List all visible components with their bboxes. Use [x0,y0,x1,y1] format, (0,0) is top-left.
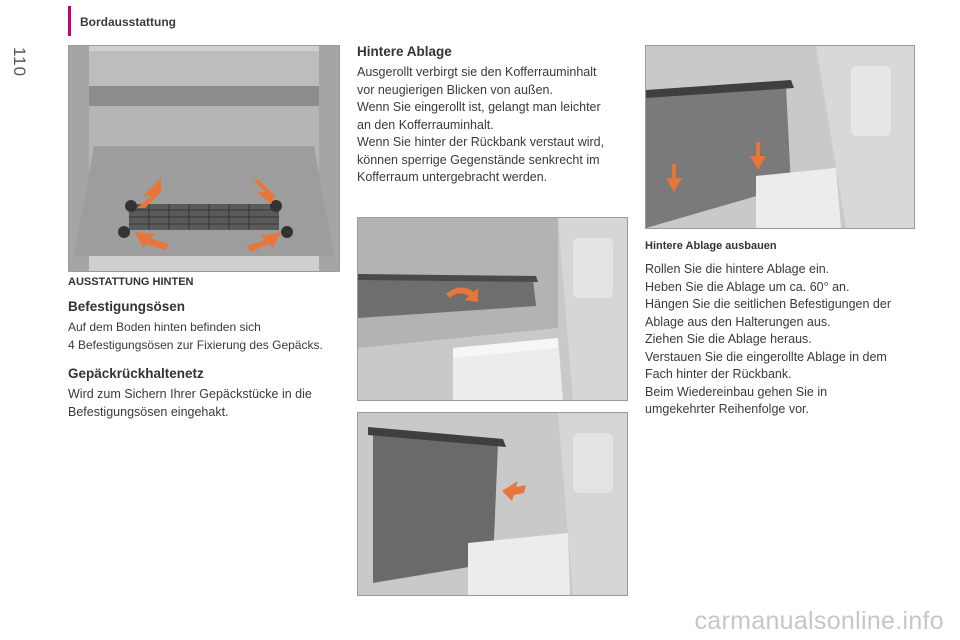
text-line: Verstauen Sie die eingerollte Ablage in dem [645,349,887,364]
page-number [2,42,36,82]
text-line: 4 Befestigungsösen zur Fixierung des Gepäcks. [68,337,323,352]
text-line: können sperrige Gegenstände senkrecht im [357,152,600,167]
paragraph-luggage-net [68,386,312,421]
text-line: Ablage aus den Halterungen aus. [645,314,831,329]
shelf-removal-illustration [357,412,628,596]
text-line: an den Kofferrauminhalt. [357,117,494,132]
shelf-rolled-drawing [358,218,627,400]
text-line: Wird zum Sichern Ihrer Gepäckstücke in die [68,387,312,401]
paragraph-parcel-shelf [357,64,604,187]
text-line: Auf dem Boden hinten befinden sich [68,320,261,334]
shelf-stowed-drawing [646,46,914,228]
shelf-rolled-illustration [357,217,628,401]
paragraph-lashing-eyes [68,319,323,354]
text-line: vor neugierigen Blicken von außen. [357,82,553,97]
text-line: Wenn Sie hinter der Rückbank verstaut wird, [357,135,605,149]
trunk-floor-drawing [69,46,339,271]
trunk-floor-illustration [68,45,340,272]
text-line: Befestigungsösen eingehakt. [68,404,229,419]
shelf-stowed-illustration [645,45,915,229]
left-caption: AUSSTATTUNG HINTEN [68,276,194,288]
text-line: Heben Sie die Ablage um ca. 60° an. [645,279,850,294]
text-line: Ausgerollt verbirgt sie den Kofferrauminhalt [357,65,597,79]
heading-luggage-net: Gepäckrückhaltenetz [68,366,204,381]
text-line: umgekehrter Reihenfolge vor. [645,402,809,416]
section-accent-bar [68,6,71,36]
text-line: Fach hinter der Rückbank. [645,367,792,381]
section-title: Bordausstattung [80,15,176,29]
text-line: Beim Wiedereinbau gehen Sie in [645,384,828,399]
heading-lashing-eyes: Befestigungsösen [68,299,186,314]
heading-remove-shelf: Hintere Ablage ausbauen [645,240,777,252]
page-number-text: 110 [10,46,29,78]
paragraph-remove-shelf [645,261,891,419]
shelf-removal-drawing [358,413,627,595]
text-line: Kofferraum untergebracht werden. [357,170,548,184]
text-line: Rollen Sie die hintere Ablage ein. [645,262,830,276]
text-line: Hängen Sie die seitlichen Befestigungen der [645,297,892,311]
heading-parcel-shelf: Hintere Ablage [357,44,452,59]
watermark-link[interactable]: carmanualsonline.info [694,607,944,635]
text-line: Wenn Sie eingerollt ist, gelangt man leichter [357,100,601,114]
text-line: Ziehen Sie die Ablage heraus. [645,332,812,346]
